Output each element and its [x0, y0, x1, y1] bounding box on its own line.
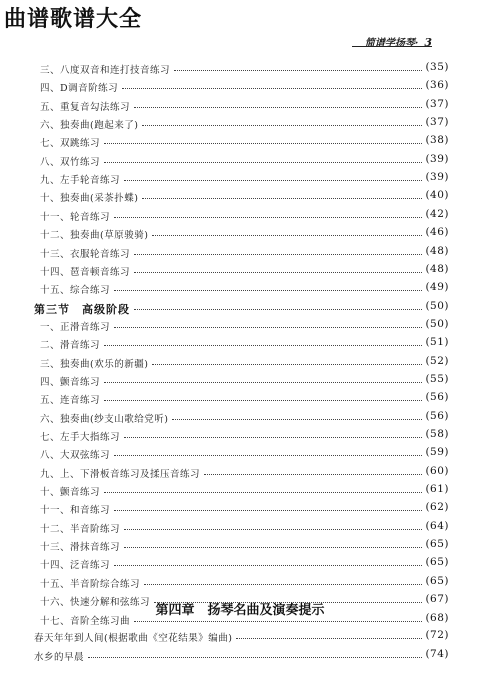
dot-leader	[104, 382, 422, 383]
toc-page-number: (65)	[425, 574, 449, 587]
toc-page-number: (48)	[425, 262, 449, 275]
toc-entry	[0, 208, 480, 225]
toc-page-number: (67)	[425, 593, 449, 606]
dot-leader	[104, 162, 422, 163]
toc-entry-label: 三、八度双音和连打技音练习	[40, 65, 171, 76]
toc-entry-label: 十二、半音阶练习	[40, 523, 121, 535]
dot-leader	[134, 309, 422, 310]
toc-entry-label: 十三、衣服轮音练习	[40, 248, 131, 260]
toc-entry-label: 十、颤音练习	[40, 487, 101, 499]
toc-page-number: (36)	[425, 79, 449, 92]
toc-entry	[0, 428, 480, 445]
toc-entry-label: 十五、半音阶综合练习	[40, 578, 141, 590]
toc-entry	[0, 355, 480, 372]
toc-entry	[0, 575, 480, 592]
toc-entry	[0, 263, 480, 280]
toc-page-number: (35)	[425, 61, 449, 73]
toc-entry-label: 十四、琶音顿音练习	[40, 266, 131, 278]
toc-entry	[0, 410, 480, 427]
chapter-heading: 第四章 扬琴名曲及演奏提示	[155, 603, 325, 618]
dot-leader	[114, 217, 422, 218]
toc-entry-label: 九、左手轮音练习	[40, 175, 121, 187]
toc-page-number: (72)	[425, 629, 449, 641]
toc-entry	[0, 465, 480, 482]
toc-entry-label: 七、左手大指练习	[40, 432, 121, 443]
toc-entry-label: 六、独奏曲(纱支山歌给党听)	[40, 413, 169, 425]
dot-leader	[122, 88, 422, 89]
toc-entry-label: 八、双竹练习	[40, 156, 101, 168]
dot-leader	[142, 198, 422, 199]
dot-leader	[142, 125, 422, 126]
toc-entry	[0, 556, 480, 573]
toc-entry-label: 三、独奏曲(欢乐的新疆)	[40, 358, 149, 370]
toc-entry	[0, 538, 480, 555]
dot-leader	[174, 70, 422, 71]
toc-entry	[0, 189, 480, 206]
toc-page-number: (58)	[425, 428, 449, 440]
toc-entry-label: 四、D调音阶练习	[40, 83, 119, 95]
toc-entry	[0, 134, 480, 151]
toc-page-number: (38)	[425, 134, 449, 147]
toc-page-number: (48)	[425, 244, 449, 257]
toc-entry	[0, 116, 480, 133]
header-rule	[352, 46, 432, 47]
toc-page-number: (51)	[425, 336, 449, 349]
toc-page-number: (37)	[425, 97, 449, 110]
toc-page-number: (46)	[425, 226, 449, 239]
toc-entry-label: 十一、和音练习	[40, 505, 111, 517]
toc-entry-label: 八、大双弦练习	[40, 450, 111, 462]
toc-page-number: (56)	[425, 409, 449, 422]
dot-leader	[144, 584, 422, 585]
dot-leader	[124, 437, 422, 438]
toc-page-number: (65)	[425, 538, 449, 551]
dot-leader	[134, 621, 422, 622]
toc-entry	[0, 373, 480, 390]
toc-entry-label: 十二、独奏曲(草原骏骑)	[40, 230, 149, 242]
toc-entry	[0, 520, 480, 537]
toc-entry-label: 十四、泛音练习	[40, 560, 111, 572]
toc-entry	[0, 281, 480, 298]
dot-leader	[172, 419, 422, 420]
toc-entry	[0, 501, 480, 518]
dot-leader	[124, 180, 422, 181]
dot-leader	[104, 143, 422, 144]
dot-leader	[134, 272, 422, 273]
toc-entry	[0, 79, 480, 96]
toc-entry-label: 五、连音练习	[40, 395, 101, 407]
dot-leader	[114, 290, 422, 291]
toc-entry	[0, 336, 480, 353]
toc-page-number: (50)	[425, 299, 449, 312]
toc-page-number: (37)	[425, 116, 449, 129]
toc-section-label: 第三节 高级阶段	[34, 302, 130, 316]
dot-leader	[104, 492, 422, 493]
dot-leader	[114, 455, 422, 456]
dot-leader	[88, 657, 422, 658]
toc-entry-label: 十七、音阶全练习曲	[40, 615, 131, 627]
toc-entry-label: 十六、快速分解和弦练习	[40, 597, 151, 609]
toc-entry-label: 七、双跳练习	[40, 138, 101, 150]
toc-entry-label: 十五、综合练习	[40, 285, 111, 297]
dot-leader	[114, 327, 422, 328]
dot-leader	[152, 235, 422, 236]
dot-leader	[124, 547, 422, 548]
toc-page-number: (40)	[425, 189, 449, 202]
dot-leader	[152, 364, 422, 365]
toc-entry	[0, 391, 480, 408]
toc-page-number: (49)	[425, 281, 449, 294]
toc-entry-label: 水乡的早晨	[34, 651, 85, 663]
toc-entry	[0, 483, 480, 500]
toc-page-number: (64)	[425, 519, 449, 532]
toc-page-number: (52)	[425, 354, 449, 367]
toc-page-number: (50)	[425, 317, 449, 330]
toc-entry-label: 二、滑音练习	[40, 340, 101, 352]
running-head-page-number: 3	[424, 36, 432, 49]
dot-leader	[114, 565, 422, 566]
toc-page-number: (55)	[425, 372, 449, 385]
toc-entry	[0, 98, 480, 115]
toc-entry	[0, 171, 480, 188]
dot-leader	[104, 345, 422, 346]
toc-entry-label: 春天年年到人间(根据歌曲《空花结果》编曲)	[34, 633, 233, 644]
toc-entry	[0, 318, 480, 335]
toc-page-number: (61)	[425, 483, 449, 496]
site-title: 曲谱歌谱大全	[4, 7, 143, 32]
toc-entry-label: 六、独奏曲(跑起来了)	[40, 120, 139, 132]
dot-leader	[236, 638, 422, 639]
toc-entry-label: 五、重复音勾法练习	[40, 101, 131, 113]
toc-page-number: (65)	[425, 556, 449, 569]
running-head-title: 简谱学扬琴·	[364, 38, 419, 49]
toc-page-number: (56)	[425, 391, 449, 404]
toc-entry	[0, 153, 480, 170]
toc-page-number: (62)	[425, 501, 449, 514]
toc-entry-label: 四、颤音练习	[40, 376, 101, 388]
dot-leader	[114, 510, 422, 511]
toc-page-number: (39)	[425, 152, 449, 165]
toc-entry-label: 九、上、下滑板音练习及揉压音练习	[40, 468, 201, 480]
toc-entry-label: 一、正滑音练习	[40, 321, 111, 333]
toc-page-number: (68)	[425, 611, 449, 624]
toc-entry-label: 十、独奏曲(采茶扑蝶)	[40, 193, 139, 205]
dot-leader	[134, 254, 422, 255]
toc-page-number: (74)	[425, 647, 449, 660]
dot-leader	[204, 474, 422, 475]
toc-page-number: (42)	[425, 207, 449, 220]
dot-leader	[104, 400, 422, 401]
toc-entry	[0, 226, 480, 243]
toc-entry	[0, 61, 480, 78]
toc-entry-label: 十一、轮音练习	[40, 211, 111, 223]
toc-page-number: (59)	[425, 446, 449, 459]
toc-entry	[0, 648, 480, 665]
toc-page-number: (39)	[425, 171, 449, 184]
toc-entry	[0, 300, 480, 317]
toc-page-number: (60)	[425, 464, 449, 477]
dot-leader	[134, 107, 422, 108]
toc-entry-label: 十三、滑抹音练习	[40, 542, 121, 554]
dot-leader	[124, 529, 422, 530]
toc-entry	[0, 629, 480, 646]
toc-entry	[0, 245, 480, 262]
toc-entry	[0, 446, 480, 463]
